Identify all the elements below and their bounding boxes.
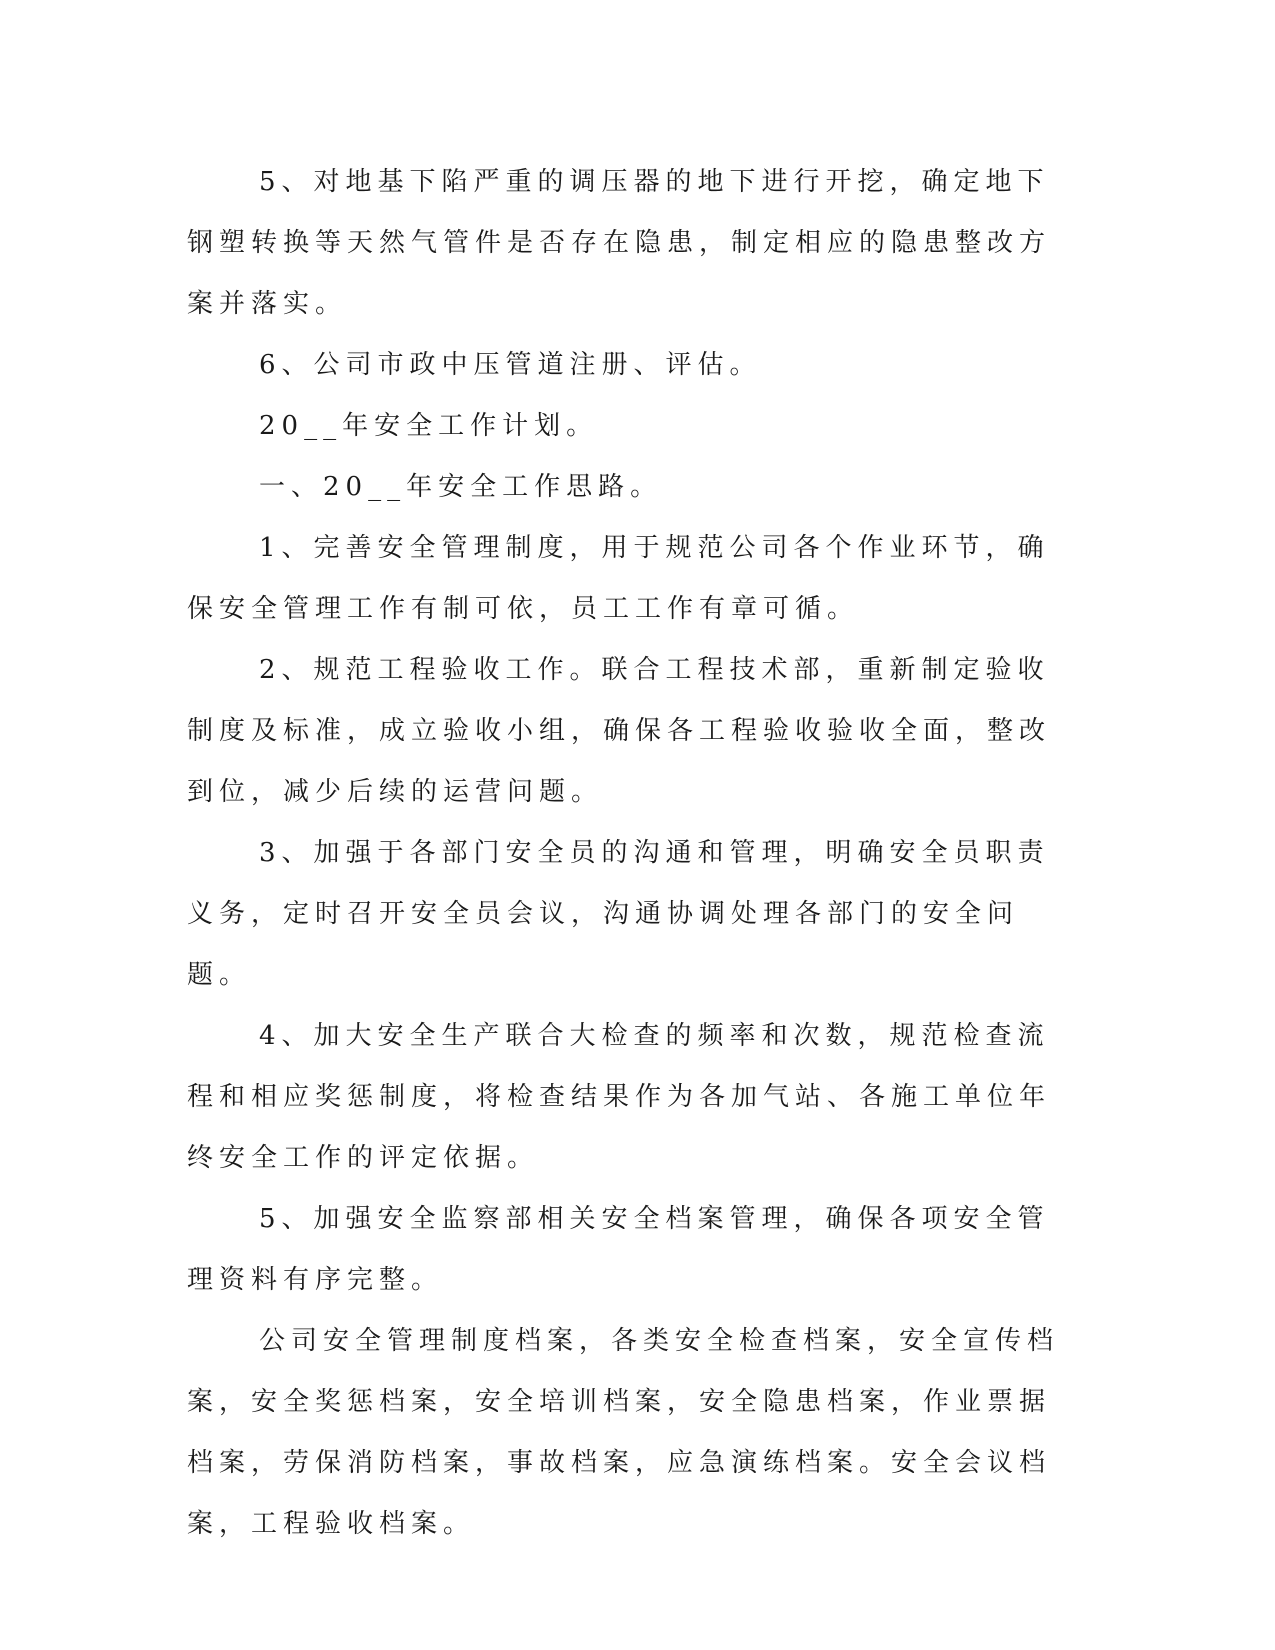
- paragraph-plan-1: 1、完善安全管理制度，用于规范公司各个作业环节，确保安全管理工作有制可依，员工工作有章可循。: [187, 533, 1050, 624]
- paragraph-plan-3: 3、加强于各部门安全员的沟通和管理，明确安全员职责义务，定时召开安全员会议，沟通协调处理各部门的安全问题。: [187, 838, 1050, 990]
- paragraph-plan-4: 4、加大安全生产联合大检查的频率和次数，规范检查流程和相应奖惩制度，将检查结果作为各加气站、各施工单位年终安全工作的评定依据。: [187, 1021, 1052, 1173]
- paragraph-item5-gas-pipe: 5、对地基下陷严重的调压器的地下进行开挖，确定地下钢塑转换等天然气管件是否存在隐患，制定相应的隐患整改方案并落实。: [187, 167, 1052, 319]
- paragraph-archives-list: 公司安全管理制度档案，各类安全检查档案，安全宣传档案，安全奖惩档案，安全培训档案，安全隐患档案，作业票据档案，劳保消防档案，事故档案，应急演练档案。安全会议档案，工程验收档案。: [187, 1326, 1060, 1539]
- paragraph-section-one: 一、20__年安全工作思路。: [259, 472, 663, 502]
- paragraph-item6-pipeline: 6、公司市政中压管道注册、评估。: [259, 350, 762, 380]
- paragraph-plan-2: 2、规范工程验收工作。联合工程技术部，重新制定验收制度及标准，成立验收小组，确保各工程验收验收全面，整改到位，减少后续的运营问题。: [187, 655, 1052, 807]
- paragraph-plan-5: 5、加强安全监察部相关安全档案管理，确保各项安全管理资料有序完整。: [187, 1204, 1050, 1295]
- paragraph-plan-title: 20__年安全工作计划。: [259, 411, 599, 441]
- document-page: [187, 152, 1067, 1555]
